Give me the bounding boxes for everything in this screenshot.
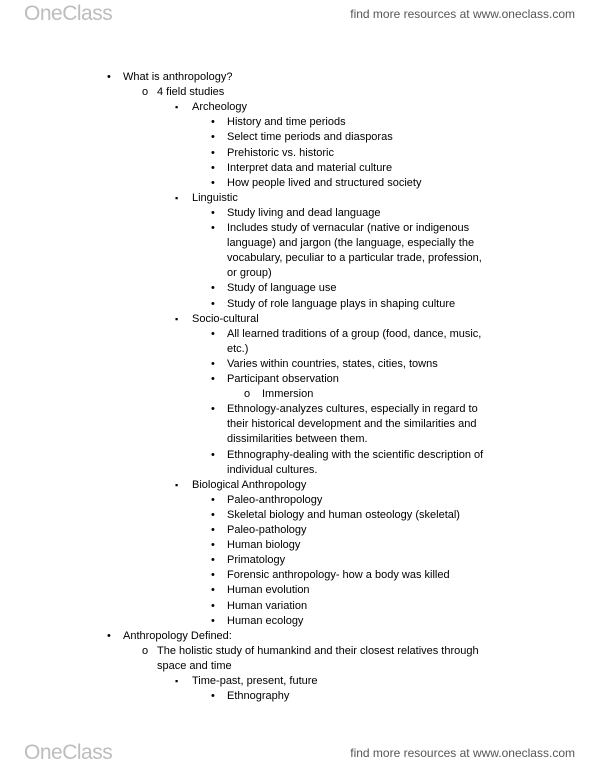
header-resources-link[interactable]: find more resources at www.oneclass.com (350, 7, 575, 21)
outline-item-text: Ethnography-dealing with the scientific description of (227, 448, 484, 461)
outline-item-text: Select time periods and diasporas (227, 131, 393, 144)
outline-item-text: Anthropology Defined: (123, 629, 232, 642)
dot-bullet-icon (211, 328, 215, 341)
square-bullet-icon (175, 192, 178, 205)
outline-item-text: vocabulary, peculiar to a particular trade, profession, (227, 252, 482, 265)
circle-bullet-icon (244, 388, 250, 401)
dot-bullet-icon (211, 494, 215, 507)
outline-item-text: 4 field studies (157, 86, 225, 99)
dot-bullet-icon (107, 71, 111, 84)
outline-item-text: Human evolution (227, 584, 310, 597)
dot-bullet-icon (211, 584, 215, 597)
outline-item-text: Study of role language plays in shaping culture (227, 297, 456, 310)
dot-bullet-icon (211, 690, 215, 703)
dot-bullet-icon (211, 449, 215, 462)
square-bullet-icon (175, 101, 178, 114)
outline-item-text: Paleo-pathology (227, 524, 307, 536)
dot-bullet-icon (211, 539, 215, 552)
outline-item-text: How people lived and structured society (227, 176, 422, 189)
dot-bullet-icon (211, 222, 215, 235)
dot-bullet-icon (211, 116, 215, 129)
outline-item-text: Socio-cultural (192, 312, 259, 325)
dot-bullet-icon (211, 298, 215, 311)
dot-bullet-icon (107, 630, 111, 643)
outline-item-text: What is anthropology? (123, 71, 233, 83)
outline-item-text: space and time (157, 659, 232, 672)
outline-item-text: Forensic anthropology- how a body was killed (227, 569, 450, 582)
dot-bullet-icon (211, 162, 215, 175)
outline-item-text: Human ecology (227, 614, 304, 627)
dot-bullet-icon (211, 373, 215, 386)
dot-bullet-icon (211, 600, 215, 613)
outline-item-text: History and time periods (227, 116, 346, 129)
outline-item-text: Time-past, present, future (192, 675, 318, 687)
outline-item-text: Participant observation (227, 373, 339, 385)
square-bullet-icon (175, 313, 178, 326)
outline-item-text: The holistic study of humankind and their closest relatives through (157, 644, 479, 657)
outline-item-text: language) and jargon (the language, especially the (227, 237, 475, 250)
dot-bullet-icon (211, 509, 215, 522)
dot-bullet-icon (211, 147, 215, 160)
footer-resources-link[interactable]: find more resources at www.oneclass.com (350, 746, 575, 760)
circle-bullet-icon (142, 645, 148, 658)
dot-bullet-icon (211, 358, 215, 371)
outline-item-text: Varies within countries, states, cities, towns (227, 357, 438, 370)
dot-bullet-icon (211, 554, 215, 567)
outline-item-text: Prehistoric vs. historic (227, 146, 334, 159)
outline-item-text: Ethnography (227, 690, 290, 703)
outline-item-text: Archeology (192, 101, 248, 114)
outline-item-text: Paleo-anthropology (227, 493, 323, 506)
page-footer (0, 738, 595, 768)
outline-item-text: individual cultures. (227, 463, 318, 476)
dot-bullet-icon (211, 282, 215, 295)
dot-bullet-icon (211, 403, 215, 416)
outline-item-text: Human variation (227, 599, 308, 612)
outline-item-text: Primatology (227, 554, 286, 567)
dot-bullet-icon (211, 131, 215, 144)
dot-bullet-icon (211, 207, 215, 220)
outline-item-text: Ethnology-analyzes cultures, especially in regard to (227, 403, 478, 416)
outline-item-text: Study living and dead language (227, 206, 381, 219)
outline-item-text: Human biology (227, 539, 301, 552)
outline-item-text: Includes study of vernacular (native or indigenous (227, 222, 470, 234)
outline-item-text: etc.) (227, 342, 249, 355)
outline-item-text: Linguistic (192, 191, 238, 204)
dot-bullet-icon (211, 524, 215, 537)
square-bullet-icon (175, 479, 178, 492)
outline-item-text: All learned traditions of a group (food, dance, music, (227, 327, 482, 340)
outline-item-text: Interpret data and material culture (227, 161, 393, 174)
dot-bullet-icon (211, 177, 215, 190)
outline-item-text: Study of language use (227, 282, 337, 295)
oneclass-logo[interactable]: OneClass (24, 2, 113, 25)
dot-bullet-icon (211, 615, 215, 628)
circle-bullet-icon (142, 86, 148, 99)
oneclass-logo-footer[interactable]: OneClass (24, 741, 113, 764)
outline-item-text: Skeletal biology and human osteology (skeletal) (227, 508, 460, 521)
square-bullet-icon (175, 675, 178, 688)
outline-item-text: Biological Anthropology (192, 478, 307, 491)
outline-item-text: or group) (227, 267, 272, 280)
outline-item-text: Immersion (262, 388, 314, 401)
outline-item-text: their historical development and the similarities and (227, 418, 477, 431)
dot-bullet-icon (211, 569, 215, 582)
outline-item-text: dissimilarities between them. (227, 433, 368, 446)
